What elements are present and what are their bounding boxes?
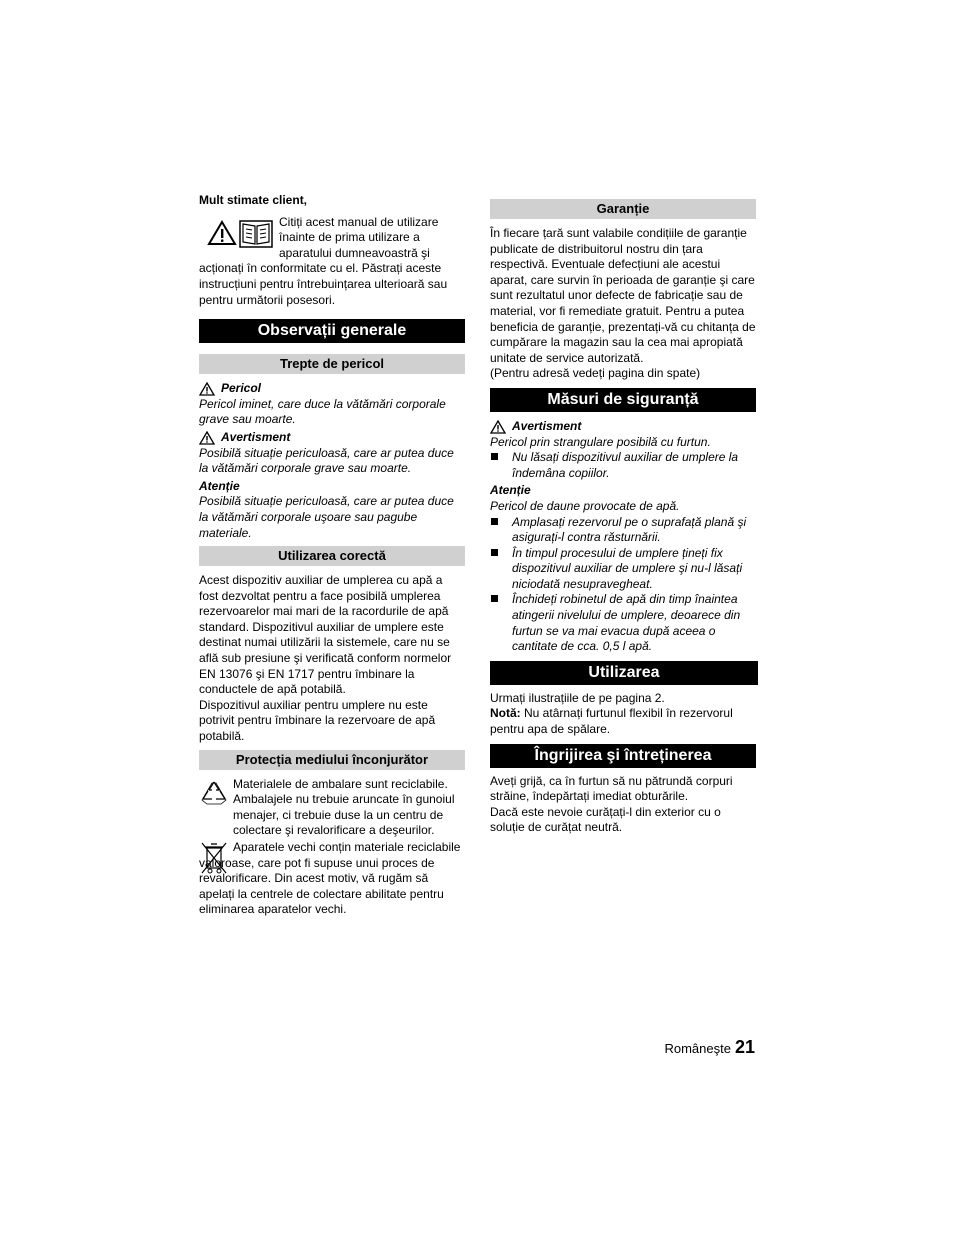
warning-triangle-icon: [490, 420, 506, 434]
danger-title: Pericol: [221, 381, 262, 396]
intro-lines: [279, 215, 438, 262]
warning-heading: [199, 430, 465, 446]
warning-triangle-icon: [199, 431, 215, 445]
note-label: Notă:: [490, 706, 521, 721]
page-footer: [664, 1037, 755, 1057]
care-text: Dacă este nevoie curățați-l din exterior cu o soluție de curățat neutră.: [490, 804, 721, 835]
salutation: Mult stimate client,: [199, 193, 308, 207]
section-care-heading: Îngrijirea şi întreținerea: [490, 744, 756, 768]
footer-language: Româneşte: [664, 1041, 731, 1056]
intro-line: aparatului dumneavoastră şi: [279, 245, 430, 260]
section-use-heading: Utilizarea: [490, 661, 758, 685]
care-text: Aveți grijă, ca în furtun să nu pătrundă corpuri străine, îndepărtați imediat obturările.: [490, 773, 733, 804]
danger-heading: [199, 381, 465, 397]
recycle-icon: [199, 779, 229, 839]
safety-caution-text: Pericol de daune provocate de apă.: [490, 498, 680, 513]
warning-text: Posibilă situație periculoasă, care ar putea duce la vătămări corporale grave sau moarte.: [199, 445, 454, 476]
list-item: Închideți robinetul de apă din timp înaintea atingerii nivelului de umplere, deoarece din furtun se va mai evacua după aceea o cantitate de cca. 0,5 l apă.: [490, 592, 756, 654]
safety-caution-title: Atenție: [490, 483, 531, 498]
list-item: Nu lăsați dispozitivul auxiliar de umplere la îndemâna copiilor.: [490, 450, 756, 481]
recycle-text: Materialele de ambalare sunt reciclabile. Ambalajele nu trebuie aruncate în gunoiul menajer, ci trebuie duse la un centru de colectare şi revalorificare a deşeurilor.: [233, 776, 455, 838]
sub-correct-use-heading: Utilizarea corectă: [199, 546, 465, 566]
intro-icons: [207, 220, 273, 262]
caution-title: Atenție: [199, 478, 240, 493]
correct-use-text: Dispozitivul auxiliar pentru umplere nu este potrivit pentru îmbinare la rezervoare de apă potabilă.: [199, 697, 436, 744]
sub-danger-levels-heading: Trepte de pericol: [199, 354, 465, 374]
recycle-block: [199, 777, 465, 839]
use-note: [490, 706, 756, 737]
list-item: Amplasați rezervorul pe o suprafață plană şi asigurați-l contra răsturnării.: [490, 515, 756, 546]
note-text: Nu atârnați furtunul flexibil în rezervorul pentru apa de spălare.: [490, 706, 733, 737]
warning-triangle-icon: [199, 382, 215, 396]
section-safety-heading: Măsuri de siguranță: [490, 388, 756, 412]
weee-text: Aparatele vechi conțin materiale reciclabile valoroase, care pot fi supuse unui proces de revalorificare. Din acest motiv, vă rugăm să apelați la centrele de colectare abilitate pentru eliminarea aparatelor vechi.: [199, 840, 461, 917]
warning-title: Avertisment: [221, 429, 291, 444]
sub-warranty-heading: Garanție: [490, 199, 756, 219]
intro-line: înainte de prima utilizare a: [279, 230, 420, 245]
caution-text: Posibilă situație periculoasă, care ar putea duce la vătămări corporale uşoare sau pagube materiale.: [199, 494, 454, 540]
manual-book-icon: [239, 220, 273, 262]
intro-line: Citiți acest manual de utilizare: [279, 214, 439, 229]
use-text: Urmați ilustrațiile de pe pagina 2.: [490, 690, 665, 705]
warning-triangle-icon: [207, 220, 237, 262]
safety-warning-text: Pericol prin strangulare posibilă cu furtun.: [490, 434, 711, 449]
sub-environment-heading: Protecția mediului înconjurător: [199, 750, 465, 770]
danger-text: Pericol iminet, care duce la vătămări corporale grave sau moarte.: [199, 396, 446, 427]
warranty-note: (Pentru adresă vedeți pagina din spate): [490, 366, 701, 381]
list-item: În timpul procesului de umplere țineți fix dispozitivul auxiliar de umplere şi nu-l lăsați niciodată nesupravegheat.: [490, 546, 756, 593]
section-general-heading: Observații generale: [199, 319, 465, 343]
correct-use-text: Acest dispozitiv auxiliar de umplerea cu apă a fost dezvoltat pentru a face posibilă umplerea rezervoarelor mai mari de la racordurile de apă standard. Dispozitivul auxiliar de umplere este destinat numai utilizării la sistemele, care nu se află sub presiune şi verificată conform normelor EN 13076 şi EN 1717 pentru îmbinare la conductele de apă potabilă.: [199, 573, 452, 697]
intro-rest: acționați în conformitate cu el. Păstrați aceste instrucțiuni pentru întrebuințarea ulterioară sau pentru următorii posesori.: [199, 261, 448, 307]
right-column: [490, 199, 756, 836]
left-column: [199, 193, 465, 918]
safety-warning-list: [490, 450, 756, 481]
warranty-text: În fiecare țară sunt valabile condițiile de garanție publicate de distribuitorul nostru din țara respectivă. Eventuale defecțiuni ale acestui aparat, care survin în perioada de garanție şi care sunt rezultatul unor defecte de fabricație sau de material, vor fi remediate gratuit. Pentru a putea beneficia de garanție, prezentați-vă cu chitanța de cumpărare la magazin sau la cea mai apropiată unitate de service autorizată.: [490, 226, 756, 365]
safety-warning-title: Avertisment: [512, 418, 582, 433]
safety-caution-list: [490, 515, 756, 655]
page-number: 21: [734, 1037, 755, 1057]
safety-warning-heading: [490, 419, 756, 435]
intro-block: [199, 215, 465, 262]
